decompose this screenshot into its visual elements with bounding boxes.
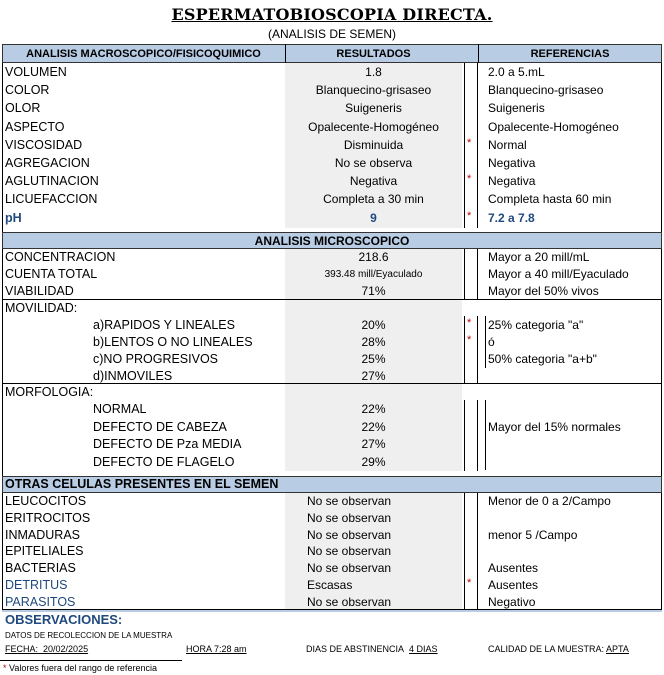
fecha-value: 20/02/2025: [43, 644, 89, 654]
macro-ref: Completa hasta 60 min: [488, 192, 612, 207]
morphology-flag-column: [464, 400, 478, 471]
micro-label: CUENTA TOTAL: [5, 267, 98, 281]
other-ref: Ausentes: [488, 561, 539, 576]
micro-label: CONCENTRACION: [5, 250, 116, 264]
macro-label: OLOR: [5, 101, 41, 116]
header-col2: RESULTADOS: [336, 48, 411, 60]
macro-result: Opalecente-Homogéneo: [308, 119, 439, 134]
hora-field: HORA 7:28 am: [186, 644, 247, 654]
flag-star: *: [467, 173, 472, 186]
micro-result: 71%: [361, 284, 386, 298]
frame-right: [661, 44, 662, 610]
macro-ref: Suigeneris: [488, 101, 545, 116]
other-ref: Negativo: [488, 594, 536, 609]
macro-label: pH: [5, 210, 22, 225]
other-ref: Menor de 0 a 2/Campo: [488, 494, 611, 508]
motility-flag-border: [464, 316, 465, 383]
morphology-row-result: 27%: [361, 437, 386, 451]
header-col3: REFERENCIAS: [530, 48, 610, 60]
calidad-value: APTA: [606, 644, 629, 654]
other-result: No se observan: [307, 494, 392, 508]
morphology-row-label: DEFECTO DE Pza MEDIA: [93, 437, 242, 451]
flag-star: *: [467, 334, 472, 346]
macro-label: VISCOSIDAD: [5, 137, 83, 152]
micro-result: 218.6: [358, 250, 389, 264]
micro-header: ANALISIS MICROSCOPICO: [254, 234, 410, 248]
motility-row-label: d)INMOVILES: [93, 369, 173, 383]
flag-star: *: [467, 136, 472, 149]
morphology-label: MORFOLOGIA:: [5, 385, 94, 399]
motility-row-result: 28%: [361, 335, 386, 349]
macro-ref: Normal: [488, 137, 527, 152]
motility-row-result: 20%: [361, 318, 386, 332]
other-label: DETRITUS: [5, 578, 68, 592]
other-result: No se observan: [307, 510, 392, 525]
other-label: BACTERIAS: [5, 561, 76, 576]
other-result: No se observan: [307, 527, 392, 542]
micro-flag-column: [464, 249, 478, 299]
header-col1: ANALISIS MACROSCOPICO/FISICOQUIMICO: [26, 48, 261, 60]
other-result: No se observan: [307, 594, 392, 609]
other-result: No se observan: [307, 544, 392, 559]
macro-result: No se observa: [334, 156, 413, 170]
macro-ref: Opalecente-Homogéneo: [488, 119, 619, 134]
morphology-ref: Mayor del 15% normales: [488, 420, 621, 434]
motility-row-ref: 50% categoria "a+b": [488, 352, 597, 366]
macro-ref: Blanquecino-grisaseo: [488, 83, 604, 98]
micro-flag-border: [464, 249, 465, 299]
macro-label: AGREGACION: [5, 156, 90, 170]
abstinencia-value: 4 DIAS: [409, 644, 438, 654]
macro-result: Suigeneris: [345, 101, 402, 116]
motility-row-label: a)RAPIDOS Y LINEALES: [93, 318, 235, 332]
motility-row-ref: ó: [488, 335, 495, 349]
other-result: Escasas: [307, 578, 353, 592]
motility-row-result: 27%: [361, 369, 386, 383]
legend-text: Valores fuera del rango de referencia: [9, 663, 157, 673]
macro-result: 9: [370, 210, 377, 225]
morphology-row-result: 22%: [361, 402, 386, 416]
legend-star: *: [3, 663, 7, 673]
macro-result: Completa a 30 min: [323, 192, 424, 207]
macro-label: COLOR: [5, 83, 50, 98]
abstinencia-label: DIAS DE ABSTINENCIA: [306, 644, 405, 654]
morphology-row-label: DEFECTO DE FLAGELO: [93, 454, 235, 469]
motility-row-label: b)LENTOS O NO LINEALES: [93, 335, 253, 349]
micro-result: 393.48 mill/Eyaculado: [324, 269, 423, 280]
other-label: PARASITOS: [5, 594, 76, 609]
fecha-label: FECHA:: [5, 644, 39, 654]
motility-label: MOVILIDAD:: [5, 301, 78, 315]
flag-star: *: [467, 209, 472, 222]
frame-left: [2, 44, 3, 610]
micro-ref: Mayor a 20 mill/mL: [488, 250, 590, 264]
macro-label: AGLUTINACION: [5, 174, 99, 189]
other-ref: menor 5 /Campo: [488, 527, 578, 542]
other-flag-column: [464, 493, 478, 609]
flag-star: *: [467, 577, 472, 589]
macro-flag-border: [464, 63, 465, 228]
macro-result: 1.8: [365, 65, 382, 79]
motility-row-ref: 25% categoria "a": [488, 318, 584, 332]
collection-label: DATOS DE RECOLECCION DE LA MUESTRA: [5, 631, 173, 640]
macro-ref: Negativa: [488, 174, 536, 189]
macro-ref: Negativa: [488, 156, 536, 170]
macro-result: Negativa: [349, 174, 398, 189]
morphology-row-label: NORMAL: [93, 402, 147, 416]
motility-row-label: c)NO PROGRESIVOS: [93, 352, 219, 366]
morphology-row-result: 22%: [361, 419, 386, 434]
legend: [3, 663, 157, 673]
macro-ref: 2.0 a 5.mL: [488, 65, 545, 79]
other-label: ERITROCITOS: [5, 510, 91, 525]
macro-result: Disminuida: [343, 137, 404, 152]
morphology-row-label: DEFECTO DE CABEZA: [93, 419, 227, 434]
calidad-label: CALIDAD DE LA MUESTRA:: [488, 644, 605, 654]
calidad-field: [488, 644, 629, 654]
abstinencia-field: [306, 644, 438, 654]
morphology-row-result: 29%: [361, 454, 386, 469]
macro-label: LICUEFACCION: [5, 192, 98, 207]
morphology-flag-border: [464, 400, 465, 471]
other-ref: Ausentes: [488, 578, 539, 592]
report-subtitle: (ANALISIS DE SEMEN): [267, 27, 397, 41]
other-label: INMADURAS: [5, 527, 81, 542]
flag-star: *: [467, 317, 472, 329]
report-title: ESPERMATOBIOSCOPIA DIRECTA.: [171, 5, 493, 24]
other-label: LEUCOCITOS: [5, 494, 87, 508]
micro-label: VIABILIDAD: [5, 284, 74, 298]
macro-flag-column: [464, 63, 478, 228]
observations-label: OBSERVACIONES:: [5, 612, 123, 627]
fecha-field: [5, 644, 88, 654]
macro-label: VOLUMEN: [5, 65, 67, 79]
other-result: No se observan: [307, 561, 392, 576]
other-header: OTRAS CELULAS PRESENTES EN EL SEMEN: [5, 477, 279, 491]
macro-ref: 7.2 a 7.8: [488, 210, 535, 225]
micro-ref: Mayor del 50% vivos: [488, 284, 599, 298]
other-flag-border: [464, 493, 465, 609]
other-label: EPITELIALES: [5, 544, 84, 559]
motility-row-result: 25%: [361, 352, 386, 366]
macro-result: Blanquecino-grisaseo: [315, 83, 432, 98]
motility-ref-bracket: [485, 316, 486, 368]
motility-flag-column: [464, 316, 478, 383]
micro-ref: Mayor a 40 mill/Eyaculado: [488, 267, 629, 281]
macro-label: ASPECTO: [5, 119, 65, 134]
